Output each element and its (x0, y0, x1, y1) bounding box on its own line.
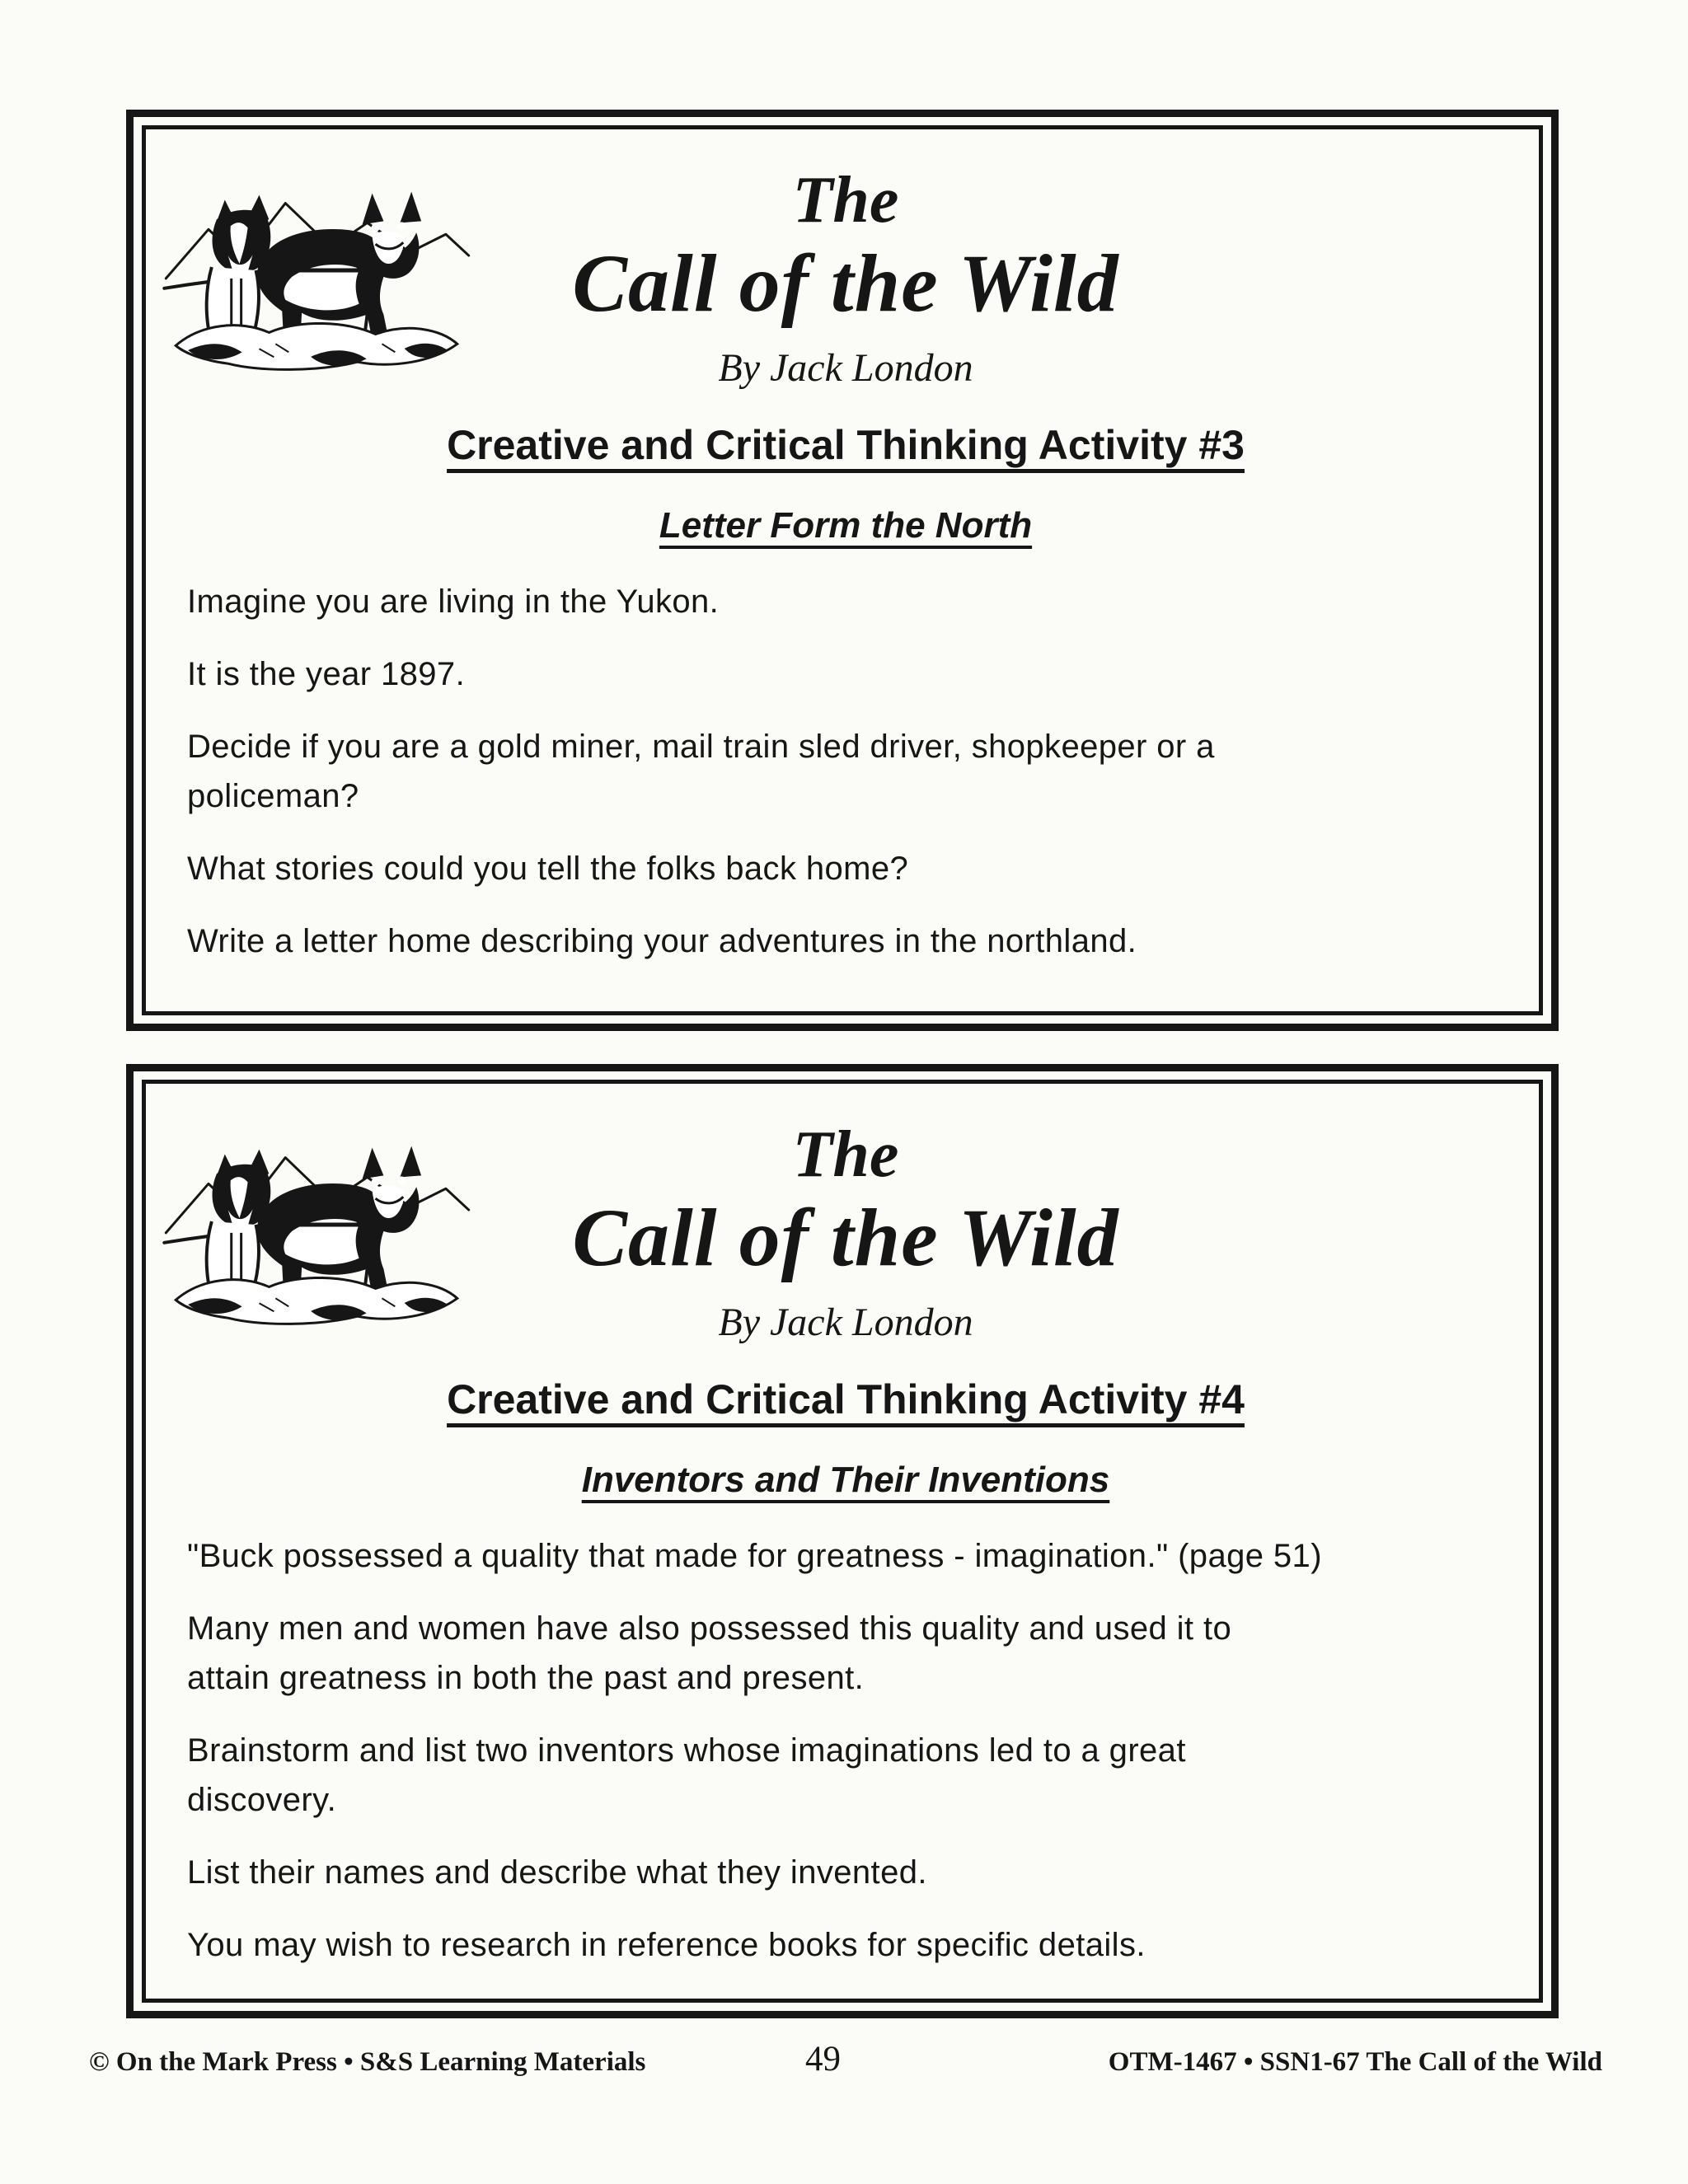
book-title: Call of the Wild (572, 1192, 1119, 1283)
page-number: 49 (804, 2040, 841, 2079)
activity-card-3 (126, 110, 1559, 1031)
activity-prompts (187, 577, 1504, 966)
footer-product-code: OTM-1467 • SSN1-67 The Call of the Wild (1108, 2047, 1602, 2077)
activity-subtitle: Inventors and Their Inventions (581, 1459, 1110, 1500)
page-footer (89, 2042, 1602, 2092)
activity-prompt: It is the year 1897. (187, 656, 466, 693)
author-byline: By Jack London (718, 1301, 973, 1344)
activity-prompt: Many men and women have also possessed this quality and used it to attain greatness in both the past and present. (187, 1610, 1232, 1697)
activity-prompt: "Buck possessed a quality that made for greatness - imagination." (page 51) (187, 1538, 1322, 1575)
activity-prompt: Decide if you are a gold miner, mail train sled driver, shopkeeper or a policeman? (187, 729, 1215, 815)
activity-prompt: What stories could you tell the folks back home? (187, 851, 909, 888)
activity-prompt: List their names and describe what they invented. (187, 1854, 927, 1891)
activity-prompt: Brainstorm and list two inventors whose imaginations led to a great discovery. (187, 1732, 1186, 1819)
activity-heading: Creative and Critical Thinking Activity #4 (447, 1376, 1245, 1422)
activity-prompt: Imagine you are living in the Yukon. (187, 583, 720, 621)
right-sled-dog (257, 1146, 421, 1297)
activity-prompt: You may wish to research in reference books for specific details. (187, 1927, 1146, 1964)
activity-card-3-inner-frame (142, 125, 1543, 1015)
activity-subtitle: Letter Form the North (659, 504, 1033, 546)
sled-dogs-illustration (161, 1102, 472, 1339)
book-title-article: The (792, 164, 899, 237)
right-sled-dog (257, 192, 421, 343)
activity-card-4-inner-frame (142, 1080, 1543, 2003)
snow-rocks (176, 323, 457, 369)
footer-publisher: © On the Mark Press • S&S Learning Materials (89, 2047, 646, 2077)
activity-heading: Creative and Critical Thinking Activity #3 (447, 421, 1245, 468)
author-byline: By Jack London (718, 346, 973, 390)
snow-rocks (176, 1277, 457, 1324)
activity-card-4 (126, 1064, 1559, 2018)
book-title: Call of the Wild (572, 237, 1119, 329)
activity-prompt: Write a letter home describing your adventures in the northland. (187, 923, 1137, 960)
book-title-article: The (792, 1118, 899, 1191)
sled-dogs-illustration (161, 148, 472, 385)
activity-prompts (187, 1531, 1504, 1970)
